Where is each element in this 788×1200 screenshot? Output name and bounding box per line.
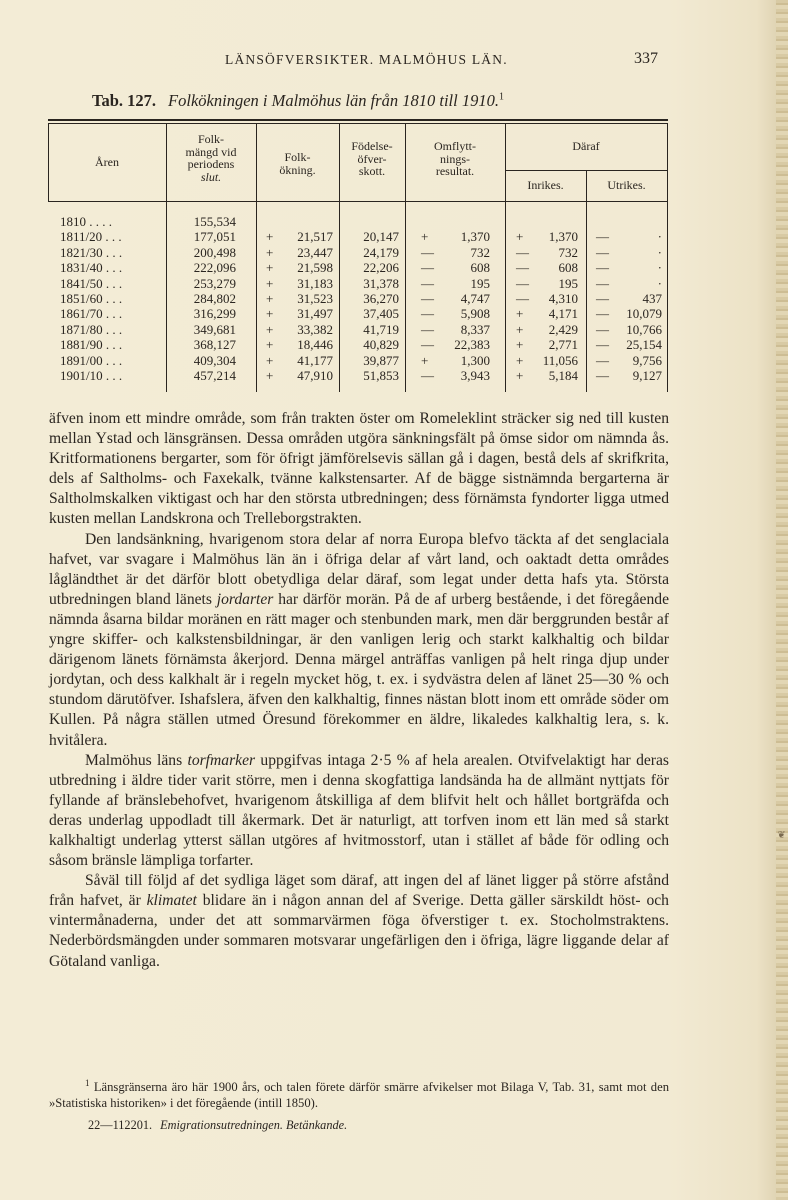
table-top-rule [48, 119, 668, 121]
body-text [49, 409, 669, 972]
cell-year: 1811/20 . . . [60, 229, 122, 245]
cell-dom-sign: + [516, 337, 524, 353]
cell-year: 1891/00 . . . [60, 352, 123, 368]
table-title-note: 1 [498, 91, 504, 103]
cell-domestic: 4,310 [548, 291, 578, 306]
cell-increase: 33,382 [297, 321, 333, 337]
cell-population: 177,051 [193, 229, 236, 245]
cell-birth: 39,877 [363, 352, 399, 368]
cell-inc-sign: + [266, 337, 274, 353]
cell-population: 316,299 [193, 306, 236, 322]
cell-mig-sign: — [421, 368, 434, 383]
cell-migration: 1,370 [460, 229, 490, 245]
cell-birth: 22,206 [363, 260, 399, 276]
cell-domestic: 4,171 [548, 306, 578, 322]
col-divider [667, 123, 668, 392]
cell-mig-sign: — [421, 321, 434, 337]
cell-increase: 23,447 [297, 244, 333, 260]
cell-population: 284,802 [193, 291, 236, 306]
cell-population: 253,279 [193, 275, 236, 291]
cell-increase: 31,497 [297, 306, 333, 322]
cell-foreign: 10,766 [626, 321, 662, 337]
cell-dom-sign: + [516, 321, 524, 337]
cell-birth: 31,378 [363, 275, 399, 291]
cell-dom-sign: — [516, 260, 529, 276]
cell-for-sign: — [596, 368, 609, 383]
paragraph: Den landsänkning, hvarigenom stora delar af norra Europa blefvo täckta af det senglaciala hafvet, var svagare i Malmöhus län än i öfriga delar af vårt land, och oaktadt detta områdes lågländthet är det därför blott obetydliga delar däraf, som legat under detta hafs yta. Största utbredningen bland länets jordarter har därför morän. På de af urberg bestående, i det föregående nämnda åsarna bildar moränen en rätt mager och stenbunden mark, men där berggrunden består af yngre skiffer- och kalkstensbildningar, är den vanligen lerig och starkt kalkhaltig och bildar därigenom länets förnämsta åkerjord. Denna märgel anträffas vanligen på helt ringa djup under jordytan, och dess kalkhalt är i regeln mycket hög, t. ex. i sydvästra delen af länet 25—30 % och stundom därutöfver. Ishafslera, äfven den kalkhaltig, finnes nästan blott inom ett område söder om Kullen. På några ställen utmed Öresund förekommer en äldre, likaledes kalkhaltig lera, s. k. hvitålera. [49, 530, 669, 749]
cell-for-sign: — [596, 321, 609, 337]
library-stamp: ❦ [776, 830, 787, 842]
cell-dom-sign: + [516, 352, 524, 368]
cell-dom-sign: + [516, 306, 524, 322]
cell-for-sign: — [596, 229, 609, 245]
cell-birth: 36,270 [363, 291, 399, 306]
cell-for-sign: — [596, 352, 609, 368]
cell-foreign: · [657, 260, 662, 276]
cell-population: 368,127 [193, 337, 236, 353]
cell-birth: 20,147 [363, 229, 399, 245]
cell-increase: 47,910 [297, 368, 333, 383]
table-title: Folkökningen i Malmöhus län från 1810 till 1910. [168, 91, 499, 110]
header-foreign: Utrikes. [607, 178, 646, 192]
cell-for-sign: — [596, 291, 609, 306]
cell-mig-sign: — [421, 337, 434, 353]
col-divider [505, 123, 506, 392]
cell-year: 1851/60 . . . [60, 291, 123, 306]
cell-increase: 31,523 [297, 291, 333, 306]
table-caption [92, 91, 504, 111]
cell-inc-sign: + [266, 229, 274, 245]
cell-year: 1810 . . . . [60, 214, 112, 229]
cell-increase: 41,177 [297, 352, 333, 368]
header-years: Åren [95, 155, 119, 169]
paragraph: äfven inom ett mindre område, som från trakten öster om Romeleklint sträcker sig ned till kusten mellan Ystad och länsgränsen. Dessa områden utgöra sänkningsfält på ömse sidor om nämnda ås. Kritformationens bergarter, som för öfrigt jämförelsevis sällan gå i dagen, bestå dels af skrifkrita, dels af Saltholms- och Faxekalk, tvänne kalkstensarter. Af de bägge sistnämnda bergarterna är Saltholmskalken viktigast och har den största utbredningen; dess förnämsta fyndorter ligga utmed kusten mellan Landskrona och Trelleborgstrakten. [49, 410, 669, 528]
table-top-rule-thin [48, 123, 668, 124]
cell-year: 1841/50 . . . [60, 275, 123, 291]
cell-inc-sign: + [266, 291, 274, 306]
cell-inc-sign: + [266, 306, 274, 322]
cell-year: 1901/10 . . . [60, 368, 123, 383]
cell-year: 1861/70 . . . [60, 306, 123, 322]
table-label: Tab. 127. [92, 91, 157, 110]
printer-signature [88, 1118, 347, 1133]
cell-year: 1831/40 . . . [60, 260, 123, 276]
header-increase: Folk- ökning. [279, 150, 316, 177]
footnote-mark: 1 [85, 1078, 90, 1088]
paragraph: Såväl till följd af det sydliga läget som däraf, att ingen del af länet ligger på större afstånd från hafvet, är klimatet blidare än i någon annan del af Sverige. Detta gäller särskildt höst- och vintermånaderna, under det att sommarvärmen föga öfverstiger t. ex. Stocholmstraktens. Nederbördsmängden under sommaren motsvarar ungefärligen den i öfriga, lägre liggande delar af Götaland vanliga. [49, 872, 669, 970]
page-edge [776, 0, 788, 1200]
cell-migration: 195 [470, 275, 490, 291]
cell-domestic: 11,056 [542, 352, 578, 368]
cell-mig-sign: + [421, 229, 429, 245]
cell-migration: 22,383 [454, 337, 490, 353]
cell-increase: 21,517 [297, 229, 333, 245]
cell-year: 1821/30 . . . [60, 244, 123, 260]
cell-migration: 1,300 [460, 352, 490, 368]
cell-mig-sign: — [421, 291, 434, 306]
footnote-text: Länsgränserna äro här 1900 års, och talen förete därför smärre afvikelser mot Bilaga V, Tab. 31, samt mot den »Statistiska historiken» i det föregående (intill 1850). [49, 1080, 669, 1111]
cell-migration: 8,337 [460, 321, 490, 337]
cell-foreign: · [657, 244, 662, 260]
cell-birth: 40,829 [363, 337, 399, 353]
cell-population: 349,681 [193, 321, 236, 337]
cell-for-sign: — [596, 260, 609, 276]
cell-dom-sign: + [516, 229, 524, 245]
cell-inc-sign: + [266, 260, 274, 276]
cell-foreign: · [657, 229, 662, 245]
header-domestic: Inrikes. [527, 178, 564, 192]
header-population: Folk- mängd vid periodens slut. [185, 132, 237, 184]
cell-population: 222,096 [193, 260, 236, 276]
cell-for-sign: — [596, 337, 609, 353]
cell-mig-sign: — [421, 244, 434, 260]
cell-dom-sign: — [516, 275, 529, 291]
cell-birth: 37,405 [363, 306, 399, 322]
cell-year: 1871/80 . . . [60, 321, 123, 337]
running-head [0, 50, 788, 70]
cell-for-sign: — [596, 244, 609, 260]
header-migration: Omflytt- nings- resultat. [434, 139, 476, 178]
header-thereof: Däraf [572, 139, 600, 153]
cell-domestic: 5,184 [548, 368, 578, 383]
cell-mig-sign: + [421, 352, 429, 368]
cell-domestic: 195 [558, 275, 578, 291]
cell-for-sign: — [596, 306, 609, 322]
footnote [49, 1075, 669, 1111]
cell-population: 200,498 [193, 244, 236, 260]
cell-mig-sign: — [421, 306, 434, 322]
cell-year: 1881/90 . . . [60, 337, 123, 353]
cell-population: 409,304 [193, 352, 236, 368]
cell-inc-sign: + [266, 275, 274, 291]
cell-increase: 31,183 [297, 275, 333, 291]
cell-migration: 732 [470, 244, 490, 260]
cell-population: 457,214 [193, 368, 236, 383]
cell-mig-sign: — [421, 275, 434, 291]
cell-dom-sign: — [516, 244, 529, 260]
col-divider [586, 171, 587, 392]
cell-domestic: 2,771 [548, 337, 578, 353]
cell-migration: 4,747 [460, 291, 490, 306]
header-bottom-rule [48, 201, 668, 202]
cell-domestic: 732 [558, 244, 578, 260]
signature-code: 22—112201. [88, 1118, 153, 1132]
cell-foreign: 25,154 [626, 337, 662, 353]
cell-foreign: 437 [642, 291, 662, 306]
cell-inc-sign: + [266, 321, 274, 337]
cell-birth: 51,853 [363, 368, 399, 383]
header-birth-surplus: Födelse- öfver- skott. [351, 139, 393, 178]
cell-for-sign: — [596, 275, 609, 291]
cell-migration: 608 [470, 260, 490, 276]
cell-birth: 41,719 [363, 321, 399, 337]
cell-domestic: 2,429 [548, 321, 578, 337]
cell-foreign: · [657, 275, 662, 291]
cell-increase: 21,598 [297, 260, 333, 276]
cell-inc-sign: + [266, 368, 274, 383]
cell-domestic: 608 [558, 260, 578, 276]
signature-title: Emigrationsutredningen. Betänkande. [160, 1118, 348, 1132]
cell-population: 155,534 [193, 214, 236, 229]
cell-foreign: 10,079 [626, 306, 662, 322]
cell-inc-sign: + [266, 352, 274, 368]
cell-foreign: 9,756 [632, 352, 662, 368]
running-title: LÄNSÖFVERSIKTER. MALMÖHUS LÄN. [225, 52, 508, 67]
cell-domestic: 1,370 [548, 229, 578, 245]
cell-dom-sign: + [516, 368, 524, 383]
cell-dom-sign: — [516, 291, 529, 306]
cell-migration: 5,908 [460, 306, 490, 322]
cell-inc-sign: + [266, 244, 274, 260]
paragraph: Malmöhus läns torfmarker uppgifvas intaga 2·5 % af hela arealen. Otvifvelaktigt har deras utbredning i äldre tider varit större, men i denna skogfattiga landsända ha de allmänt nyttjats för fyllande af bränslebehofvet, hvarigenom åtskilliga af dem blifvit helt och hållet bortgräfda och deras underlag uppodladt till åkermark. Det är naturligt, att torfven inom ett län med så starkt kalkhaltigt underlag ytterst sällan utgöres af hvitmosstorf, utan i stället af både för odling och såsom bränsle lämpliga torfarter. [49, 751, 669, 870]
cell-mig-sign: — [421, 260, 434, 276]
page-number: 337 [634, 50, 658, 67]
cell-foreign: 9,127 [632, 368, 662, 383]
cell-migration: 3,943 [460, 368, 490, 383]
cell-increase: 18,446 [297, 337, 333, 353]
cell-birth: 24,179 [363, 244, 399, 260]
